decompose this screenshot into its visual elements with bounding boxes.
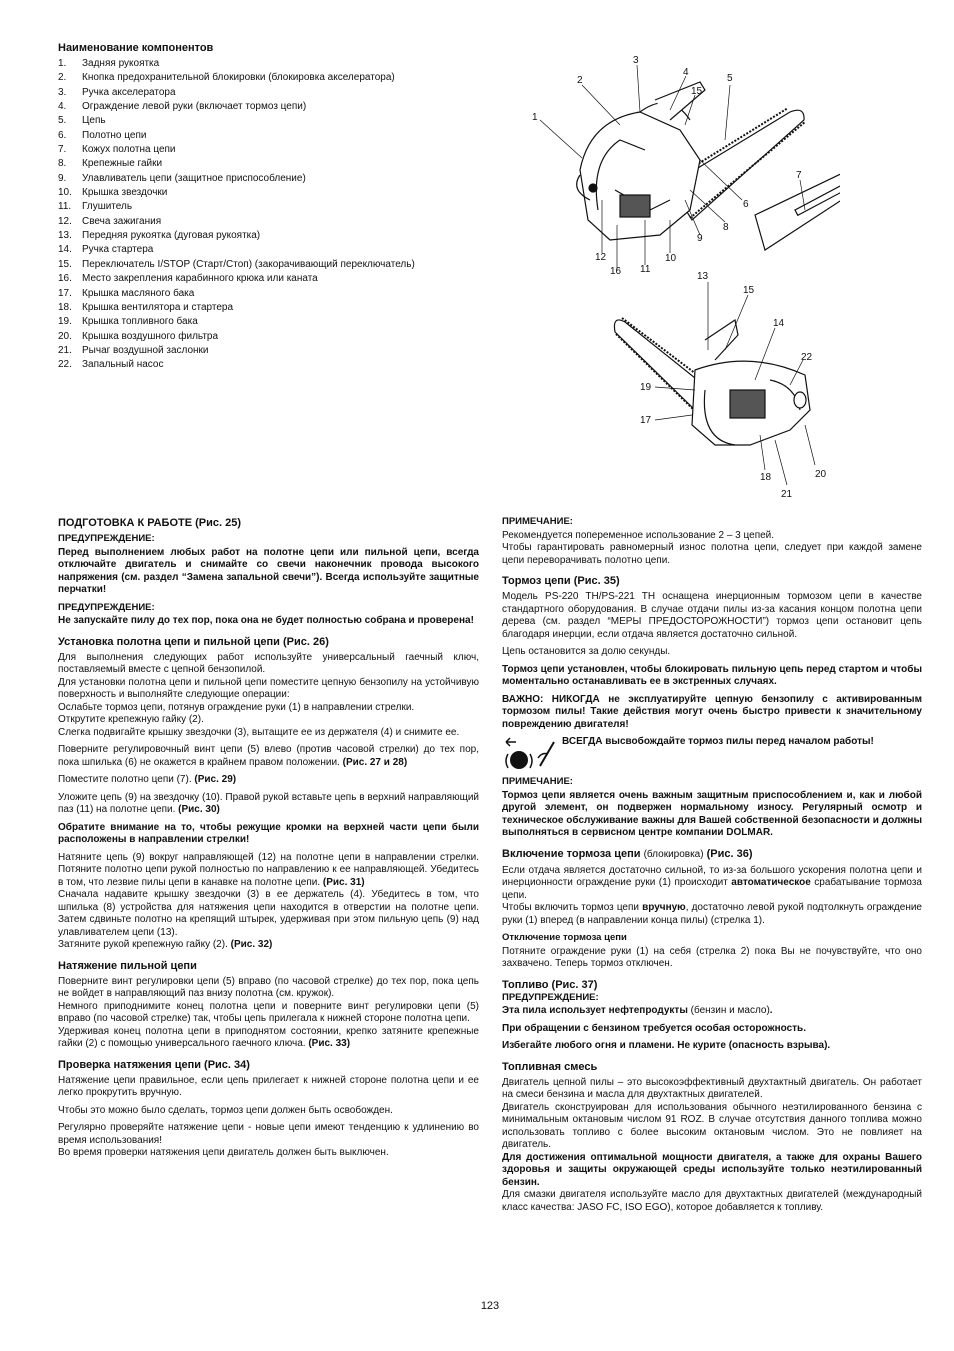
component-item — [58, 143, 498, 157]
component-item — [58, 172, 498, 186]
component-number: 7. — [58, 144, 67, 156]
component-number: 13. — [58, 230, 72, 242]
callout-label: 22 — [801, 352, 813, 363]
paragraph: Во время проверки натяжения цепи двигатель должен быть выключен. — [58, 1147, 389, 1158]
component-item — [58, 114, 498, 128]
component-item — [58, 157, 498, 171]
component-text: Запальный насос — [82, 359, 164, 371]
warning-text: Не запускайте пилу до тех пор, пока она не будет полностью собрана и проверена! — [58, 615, 474, 626]
component-number: 9. — [58, 172, 67, 184]
component-text: Ручка стартера — [82, 244, 154, 256]
component-item — [58, 315, 498, 329]
section-title-tension: Натяжение пильной цепи — [58, 959, 197, 972]
callout-label: 15 — [743, 285, 755, 296]
component-number: 21. — [58, 344, 72, 356]
paragraph: Для установки полотна цепи и пильной цепи поместите цепную бензопилу на устойчивую поверхность и выполняйте следующие операции: — [58, 676, 479, 700]
subsection-label: Отключение тормоза цепи — [502, 932, 627, 943]
section-title-brake: Тормоз цепи (Рис. 35) — [502, 575, 620, 587]
component-text: Крепежные гайки — [82, 158, 163, 170]
component-item — [58, 86, 498, 100]
component-text: Крышка вентилятора и стартера — [82, 301, 234, 313]
right-column — [502, 516, 922, 1219]
warning-label: ПРЕДУПРЕЖДЕНИЕ: — [58, 601, 155, 613]
component-text: Полотно цепи — [82, 129, 147, 141]
paragraph: При обращении с бензином требуется особая осторожность. — [502, 1022, 806, 1034]
component-item — [58, 301, 498, 315]
component-item — [58, 272, 498, 286]
paragraph: Регулярно проверяйте натяжение цепи - новые цепи имеют тенденцию к удлинению во время использования! — [58, 1122, 479, 1146]
component-number: 11. — [58, 201, 72, 213]
brake-release-note — [502, 736, 922, 770]
component-number: 5. — [58, 115, 67, 127]
component-number: 12. — [58, 215, 72, 227]
components-section — [58, 42, 498, 373]
section-title-preparation: ПОДГОТОВКА К РАБОТЕ (Рис. 25) — [58, 517, 242, 529]
component-number: 18. — [58, 301, 72, 313]
component-item — [58, 129, 498, 143]
paragraph: Модель PS-220 TH/PS-221 TH оснащена инерционным тормозом цепи в качестве стандартного оборудования. В случае отдачи пилы из-за касания концом полотна цепи дерева (см. раздел “МЕРЫ ПРЕДОСТОРОЖНОСТИ”) тормоз цепи остановит цепь благодаря инерции, если отдача является достаточно сильной. — [502, 591, 922, 640]
page-number: 123 — [480, 1300, 500, 1312]
callout-label: 21 — [781, 489, 793, 500]
section-title-fuel: Топливо (Рис. 37) — [502, 978, 598, 991]
component-item — [58, 71, 498, 85]
warning-label: ПРЕДУПРЕЖДЕНИЕ: — [502, 991, 599, 1003]
component-text: Крышка масляного бака — [82, 287, 195, 299]
paragraph: Чтобы это можно было сделать, тормоз цепи должен быть освобожден. — [58, 1104, 393, 1116]
callout-label: 16 — [610, 266, 622, 277]
callout-label: 17 — [640, 415, 652, 426]
paragraph: Немного приподнимите конец полотна цепи и поверните винт регулировки цепи (5) вправо (по часовой стрелке) так, чтобы цепь прилегала к нижней стороне полотна цепи. — [58, 1000, 479, 1024]
component-text: Кнопка предохранительной блокировки (блокировка акселератора) — [82, 72, 395, 84]
paragraph: Сначала надавите крышку звездочки (3) в ее держатель (4). Убедитесь в том, что шпилька (8) устройства для натяжения цепи находится в отверстии на полотне цепи. Затем сдвиньте полотно на крепящий штырек, удерживая при этом пильную цепь (9) над улавливателем цепи (13). — [58, 889, 479, 938]
paragraph: Удерживая конец полотна цепи в приподнятом состоянии, крепко затяните крепежные гайки (2) с помощью универсального гаечного ключа. (Рис. 33) — [58, 1025, 479, 1049]
paragraph: Тормоз цепи является очень важным защитным приспособлением и, как и любой другой элемент, он подвержен нормальному износу. Регулярный осмотр и техническое обслуживание важны для Вашей собственной безопасности и должны выполняться в сервисном центре компании DOLMAR. — [502, 789, 922, 838]
component-number: 20. — [58, 330, 72, 342]
component-item — [58, 186, 498, 200]
paragraph: Для достижения оптимальной мощности двигателя, а также для охраны Вашего здоровья и защиты окружающей среды используйте только неэтилированный бензин. — [502, 1151, 922, 1188]
callout-label: 13 — [697, 271, 709, 282]
paragraph: Двигатель сконструирован для использования обычного неэтилированного бензина с минимальным октановым числом 91 ROZ. В случае отсутствия данного топлива можно использовать топливо с более высоким октановым числом. Это не повлияет на двигатель. — [502, 1101, 922, 1150]
paragraph: Обратите внимание на то, чтобы режущие кромки на верхней части цепи были расположены в направлении стрелки! — [58, 821, 479, 845]
paragraph: Двигатель цепной пилы – это высокоэффективный двухтактный двигатель. Он работает на смеси бензина и масла для двухтактных двигателей. — [502, 1076, 922, 1100]
component-item — [58, 229, 498, 243]
top-saw — [577, 82, 840, 250]
component-text: Задняя рукоятка — [82, 58, 160, 69]
callout-label: 6 — [743, 199, 749, 210]
saw-diagram — [520, 50, 840, 500]
component-number: 14. — [58, 244, 72, 256]
paragraph: Поверните винт регулировки цепи (5) вправо (по часовой стрелке) до тех пор, пока цепь не войдет в направляющий паз внизу полотна (см. кружок). — [58, 975, 479, 999]
paragraph: Натяните цепь (9) вокруг направляющей (12) на полотне цепи в направлении стрелки. Потяните полотно цепи рукой полностью по направлению к ее направляющей. Убедитесь в том, что лезвие пилы цепи в канавке на полотне цепи. (Рис. 31) — [58, 851, 479, 888]
paragraph: Эта пила использует нефтепродукты (бензин и масло). — [502, 1005, 773, 1016]
callout-label: 7 — [796, 170, 802, 181]
component-text: Цепь — [82, 115, 106, 127]
paragraph: Избегайте любого огня и пламени. Не курите (опасность взрыва). — [502, 1040, 831, 1051]
paragraph: Слегка подвигайте крышку звездочки (3), вытащите ее из держателя (4) и снимите ее. — [58, 726, 460, 738]
component-number: 16. — [58, 273, 72, 285]
callout-label: 14 — [773, 318, 785, 329]
component-number: 19. — [58, 316, 72, 328]
component-text: Переключатель I/STOP (Старт/Стоп) (закорачивающий переключатель) — [82, 258, 415, 270]
component-number: 22. — [58, 359, 72, 371]
component-text: Глушитель — [82, 201, 133, 213]
callout-label: 8 — [723, 222, 729, 233]
component-item — [58, 344, 498, 358]
component-number: 2. — [58, 72, 67, 84]
warning-label: ПРЕДУПРЕЖДЕНИЕ: — [58, 533, 155, 544]
warning-text: Перед выполнением любых работ на полотне цепи или пильной цепи, всегда отключайте двигатель и снимайте со свечи наконечник провода высокого напряжения (см. раздел “Замена запальной свечи”). Всегда используйте защитные перчатки! — [58, 546, 479, 595]
callout-label: 11 — [640, 264, 651, 275]
paragraph: Тормоз цепи установлен, чтобы блокировать пильную цепь перед стартом и чтобы моментально останавливать ее в экстренных случаях. — [502, 663, 922, 687]
callout-label: 4 — [683, 67, 689, 78]
components-title: Наименование компонентов — [58, 42, 214, 54]
paragraph: Ослабьте тормоз цепи, потянув ограждение руки (1) в направлении стрелки. — [58, 701, 415, 713]
component-text: Рычаг воздушной заслонки — [82, 344, 209, 356]
callout-label: 20 — [815, 469, 827, 480]
paragraph: Натяжение цепи правильное, если цепь прилегает к нижней стороне полотна цепи и ее легко прокрутить вручную. — [58, 1074, 479, 1098]
component-item — [58, 243, 498, 257]
component-text: Место закрепления карабинного крюка или каната — [82, 273, 318, 285]
component-item — [58, 200, 498, 214]
component-item — [58, 330, 498, 344]
paragraph: Затяните рукой крепежную гайку (2). (Рис. 32) — [58, 939, 273, 950]
note-text: ВСЕГДА высвобождайте тормоз пилы перед началом работы! — [562, 736, 874, 747]
note-label: ПРИМЕЧАНИЕ: — [502, 776, 573, 787]
component-number: 4. — [58, 101, 67, 113]
component-text: Передняя рукоятка (дуговая рукоятка) — [82, 230, 261, 242]
component-item — [58, 287, 498, 301]
callout-label: 1 — [532, 112, 538, 123]
component-text: Крышка воздушного фильтра — [82, 330, 219, 342]
left-column — [58, 516, 479, 1165]
component-item — [58, 358, 498, 372]
callout-label: 9 — [697, 233, 703, 244]
note-label: ПРИМЕЧАНИЕ: — [502, 516, 573, 527]
component-number: 3. — [58, 86, 67, 98]
paragraph: Открутите крепежную гайку (2). — [58, 714, 204, 725]
chainsaw-illustration — [520, 50, 840, 500]
component-item — [58, 215, 498, 229]
paragraph: Чтобы гарантировать равномерный износ полотна цепи, следует при каждой замене цепи переворачивать полотно цепи. — [502, 542, 922, 566]
component-number: 6. — [58, 129, 67, 141]
component-number: 17. — [58, 287, 72, 299]
section-title-mix: Топливная смесь — [502, 1060, 598, 1073]
paragraph: Потяните ограждение руки (1) на себя (стрелка 2) пока Вы не почувствуйте, что оно захвачено. Теперь тормоз отключен. — [502, 945, 922, 969]
component-text: Ручка акселератора — [82, 86, 176, 98]
component-item — [58, 57, 498, 71]
callout-label: 10 — [665, 253, 677, 264]
component-number: 15. — [58, 258, 72, 270]
component-number: 8. — [58, 158, 67, 170]
component-item — [58, 258, 498, 272]
section-title-install: Установка полотна цепи и пильной цепи (Рис. 26) — [58, 635, 329, 648]
paragraph: Уложите цепь (9) на звездочку (10). Правой рукой вставьте цепь в верхний направляющий паз (11) на полотне цепи. (Рис. 30) — [58, 791, 479, 815]
paragraph: Чтобы включить тормоз цепи вручную, достаточно левой рукой подтолкнуть ограждение руки (1) вперед (в направлении конца пилы) (стрелка 1). — [502, 902, 922, 926]
section-title-check: Проверка натяжения цепи (Рис. 34) — [58, 1058, 250, 1071]
callout-label: 2 — [577, 75, 583, 86]
paragraph: Поместите полотно цепи (7). (Рис. 29) — [58, 774, 237, 785]
paragraph: Рекомендуется попеременное использование 2 – 3 цепей. — [502, 529, 775, 541]
callout-label: 5 — [727, 73, 733, 84]
paragraph: Для смазки двигателя используйте масло для двухтактных двигателей (международный класс качества: JASO FC, ISO EGO), которое добавляется к топливу. — [502, 1189, 922, 1213]
component-text: Свеча зажигания — [82, 215, 162, 227]
component-number: 10. — [58, 187, 72, 199]
component-text: Улавливатель цепи (защитное приспособление) — [82, 172, 306, 184]
paragraph: ВАЖНО: НИКОГДА не эксплуатируйте цепную бензопилу с активированным тормозом пилы! Такие действия могут очень быстро привести к значительному повреждению двигателя! — [502, 693, 922, 730]
paragraph: Поверните регулировочный винт цепи (5) влево (против часовой стрелки) до тех пор, пока шпилька (6) не окажется в крайнем правом положении. (Рис. 27 и 28) — [58, 744, 479, 768]
paragraph: Для выполнения следующих работ используйте универсальный гаечный ключ, поставляемый вместе с цепной бензопилой. — [58, 651, 479, 675]
paragraph: Цепь остановится за долю секунды. — [502, 646, 671, 657]
callout-label: 12 — [595, 252, 607, 263]
components-list — [58, 57, 498, 373]
component-item — [58, 100, 498, 114]
component-text: Кожух полотна цепи — [82, 144, 176, 156]
callout-label: 3 — [633, 55, 639, 66]
callout-label: 15 — [691, 86, 703, 97]
component-text: Крышка звездочки — [82, 187, 168, 199]
paragraph: Если отдача является достаточно сильной, то из-за большого ускорения полотна цепи и инерционности ограждение руки (1) происходит автоматическое срабатывание тормоза цепи. — [502, 864, 922, 901]
section-title-engage: Включение тормоза цепи (блокировка) (Рис. 36) — [502, 847, 753, 860]
component-text: Крышка топливного бака — [82, 316, 198, 328]
hand-brake-icon — [502, 736, 556, 770]
component-number: 1. — [58, 58, 67, 69]
component-text: Ограждение левой руки (включает тормоз цепи) — [82, 101, 307, 113]
callout-label: 18 — [760, 472, 772, 483]
callout-label: 19 — [640, 382, 652, 393]
